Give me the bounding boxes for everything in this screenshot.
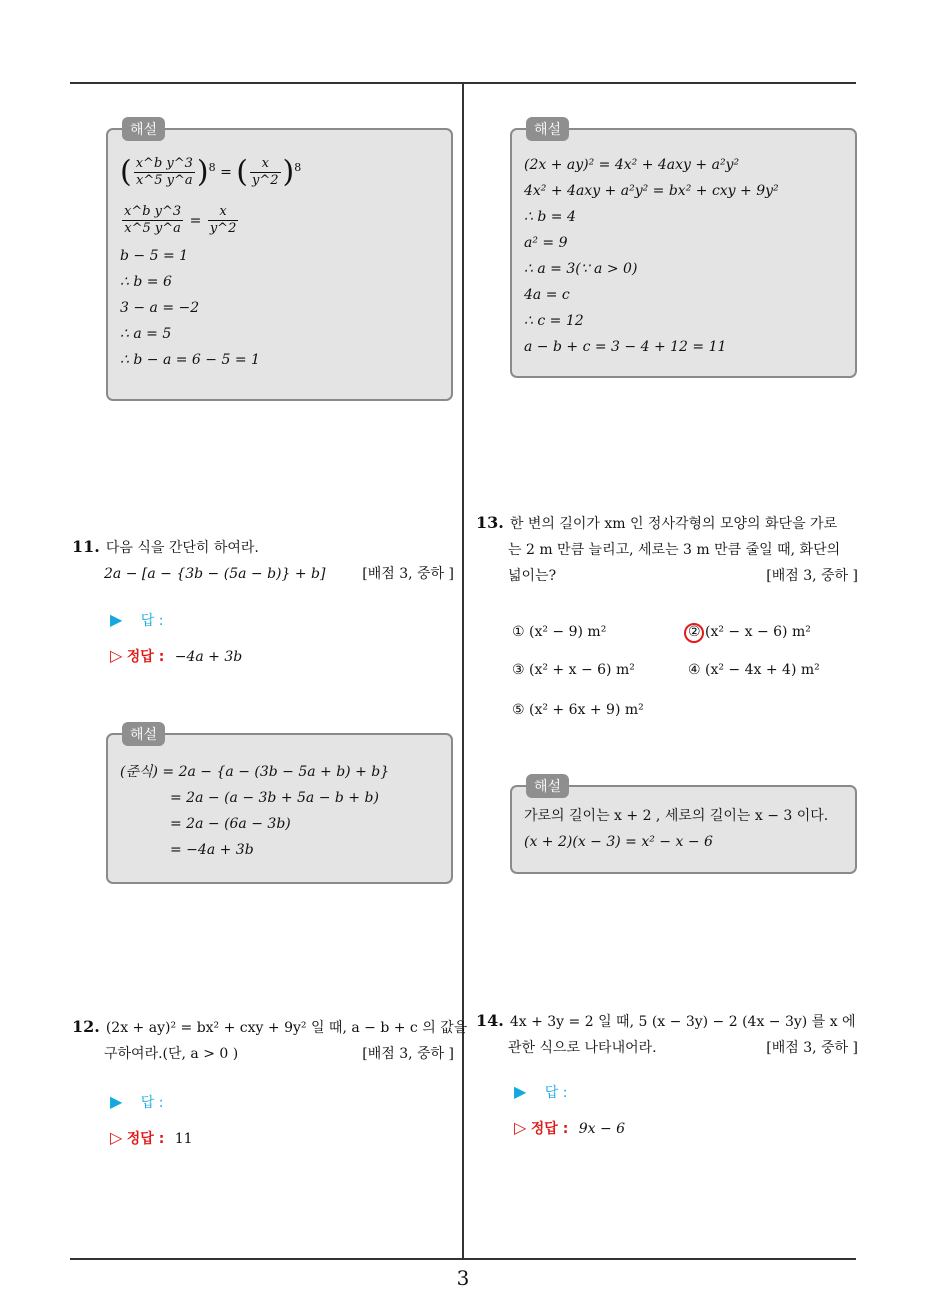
triangle-outline-icon: ▷ xyxy=(110,1128,123,1147)
question-text: 구하여라.(단, a > 0 ) xyxy=(104,1046,239,1062)
question-text: 는 2 m 만큼 늘리고, 세로는 3 m 만큼 줄일 때, 화단의 xyxy=(508,542,841,558)
solution-line: = 2a − (a − 3b + 5a − b + b) xyxy=(170,790,379,806)
solution-line: (준식) = 2a − {a − (3b − 5a + b) + b} xyxy=(120,764,390,780)
page-number: 3 xyxy=(456,1266,470,1290)
fraction: $\frac{x}{y\^{}2}$ xyxy=(251,156,279,189)
question-number: 11. xyxy=(72,537,100,556)
correct-label: 정답 : xyxy=(530,1121,569,1137)
correct-value: 9x − 6 xyxy=(578,1121,626,1137)
triangle-filled-icon: ▶ xyxy=(110,610,123,629)
question-11 xyxy=(72,534,454,587)
solution-line: ∴ c = 12 xyxy=(524,313,584,329)
answer-row-12 xyxy=(110,1092,163,1112)
solution-box-13 xyxy=(510,779,857,874)
solution-line: (x + 2)(x − 3) = x² − x − 6 xyxy=(524,834,713,850)
question-text: 관한 식으로 나타내어라. xyxy=(508,1040,657,1056)
answer-label: 답 : xyxy=(140,613,164,629)
correct-row-14 xyxy=(514,1118,625,1138)
solution-line: ∴ a = 5 xyxy=(120,325,172,342)
solution-line: 4a = c xyxy=(524,287,570,303)
question-13 xyxy=(476,510,858,589)
question-number: 14. xyxy=(476,1011,504,1030)
choice-1[interactable]: ① (x² − 9) m² xyxy=(512,624,607,640)
solution-10-eq2: $\frac{\text{x\textasciicircum{}b y\textasciicircum{}3}}{x\^{}5 y\^{}a}$ = $\frac{x}{y\^{}2}$ xyxy=(124,204,237,237)
triangle-outline-icon: ▷ xyxy=(514,1118,527,1137)
choice-5[interactable]: ⑤ (x² + 6x + 9) m² xyxy=(512,702,644,718)
question-meta: [배점 3, 중하 ] xyxy=(766,568,858,584)
correct-row-11 xyxy=(110,646,242,666)
question-14 xyxy=(476,1008,858,1061)
question-number: 13. xyxy=(476,513,504,532)
solution-line: 3 − a = −2 xyxy=(120,299,200,316)
correct-value: −4a + 3b xyxy=(174,649,243,665)
question-text: 한 변의 길이가 xm 인 정사각형의 모양의 화단을 가로 xyxy=(509,516,838,532)
solution-10-eq1: ( $\frac{\text{x\textasciicircum{}b y\textasciicircum{}3}}{x\^{}5 y\^{}a}$ )$^8$ = ( $\frac{x}{y\^{}2}$ )$^8$ xyxy=(120,154,302,190)
question-number: 12. xyxy=(72,1017,100,1036)
solution-tag: 해설 xyxy=(122,117,165,141)
solution-line: = 2a − (6a − 3b) xyxy=(170,816,291,832)
solution-tag: 해설 xyxy=(526,774,569,798)
solution-line: ∴ b = 4 xyxy=(524,209,576,225)
choice-2[interactable]: ② (x² − x − 6) m² xyxy=(688,624,811,640)
hand-drawn-circle-icon xyxy=(684,623,704,643)
question-12 xyxy=(72,1014,468,1067)
question-meta: [배점 3, 중하 ] xyxy=(362,566,454,582)
question-text: 4x + 3y = 2 일 때, 5 (x − 3y) − 2 (4x − 3y) 를 x 에 xyxy=(509,1014,856,1030)
answer-label: 답 : xyxy=(544,1085,568,1101)
solution-tag: 해설 xyxy=(526,117,569,141)
question-meta: [배점 3, 중하 ] xyxy=(362,1046,454,1062)
solution-box-12 xyxy=(510,122,857,378)
correct-label: 정답 : xyxy=(126,649,165,665)
solution-line: b − 5 = 1 xyxy=(120,247,189,264)
answer-row-11 xyxy=(110,610,163,630)
solution-line: ∴ b = 6 xyxy=(120,273,172,290)
solution-line: ∴ a = 3(∵ a > 0) xyxy=(524,261,638,277)
choice-3[interactable]: ③ (x² + x − 6) m² xyxy=(512,662,635,678)
triangle-filled-icon: ▶ xyxy=(110,1092,123,1111)
answer-label: 답 : xyxy=(140,1095,164,1111)
fraction: $\frac{\text{x\textasciicircum{}b y\textasciicircum{}3}}{x\^{}5 y\^{}a}$ xyxy=(135,156,193,189)
fraction: $\frac{\text{x\textasciicircum{}b y\textasciicircum{}3}}{x\^{}5 y\^{}a}$ xyxy=(124,204,182,237)
correct-row-12 xyxy=(110,1128,193,1148)
triangle-outline-icon: ▷ xyxy=(110,646,123,665)
solution-line: (2x + ay)² = 4x² + 4axy + a²y² xyxy=(524,157,740,173)
solution-line: = −4a + 3b xyxy=(170,842,254,858)
bottom-rule xyxy=(70,1258,856,1260)
solution-tag: 해설 xyxy=(122,722,165,746)
answer-row-14 xyxy=(514,1082,567,1102)
question-expression: 2a − [a − {3b − (5a − b)} + b] xyxy=(104,566,326,582)
fraction: $\frac{x}{y\^{}2}$ xyxy=(209,204,237,237)
correct-value: 11 xyxy=(174,1131,193,1147)
question-text: (2x + ay)² = bx² + cxy + 9y² 일 때, a − b + c 의 값을 xyxy=(105,1020,468,1036)
solution-line: ∴ b − a = 6 − 5 = 1 xyxy=(120,351,260,368)
triangle-filled-icon: ▶ xyxy=(514,1082,527,1101)
column-divider xyxy=(462,82,464,1260)
solution-line: a − b + c = 3 − 4 + 12 = 11 xyxy=(524,339,727,355)
solution-box-10 xyxy=(106,122,453,401)
question-meta: [배점 3, 중하 ] xyxy=(766,1040,858,1056)
choice-4[interactable]: ④ (x² − 4x + 4) m² xyxy=(688,662,820,678)
question-text: 다음 식을 간단히 하여라. xyxy=(105,540,259,556)
correct-label: 정답 : xyxy=(126,1131,165,1147)
question-text: 넓이는? xyxy=(508,568,557,584)
solution-line: 4x² + 4axy + a²y² = bx² + cxy + 9y² xyxy=(524,183,779,199)
solution-box-11 xyxy=(106,727,453,884)
solution-line: a² = 9 xyxy=(524,235,568,251)
solution-line: 가로의 길이는 x + 2 , 세로의 길이는 x − 3 이다. xyxy=(524,808,829,824)
